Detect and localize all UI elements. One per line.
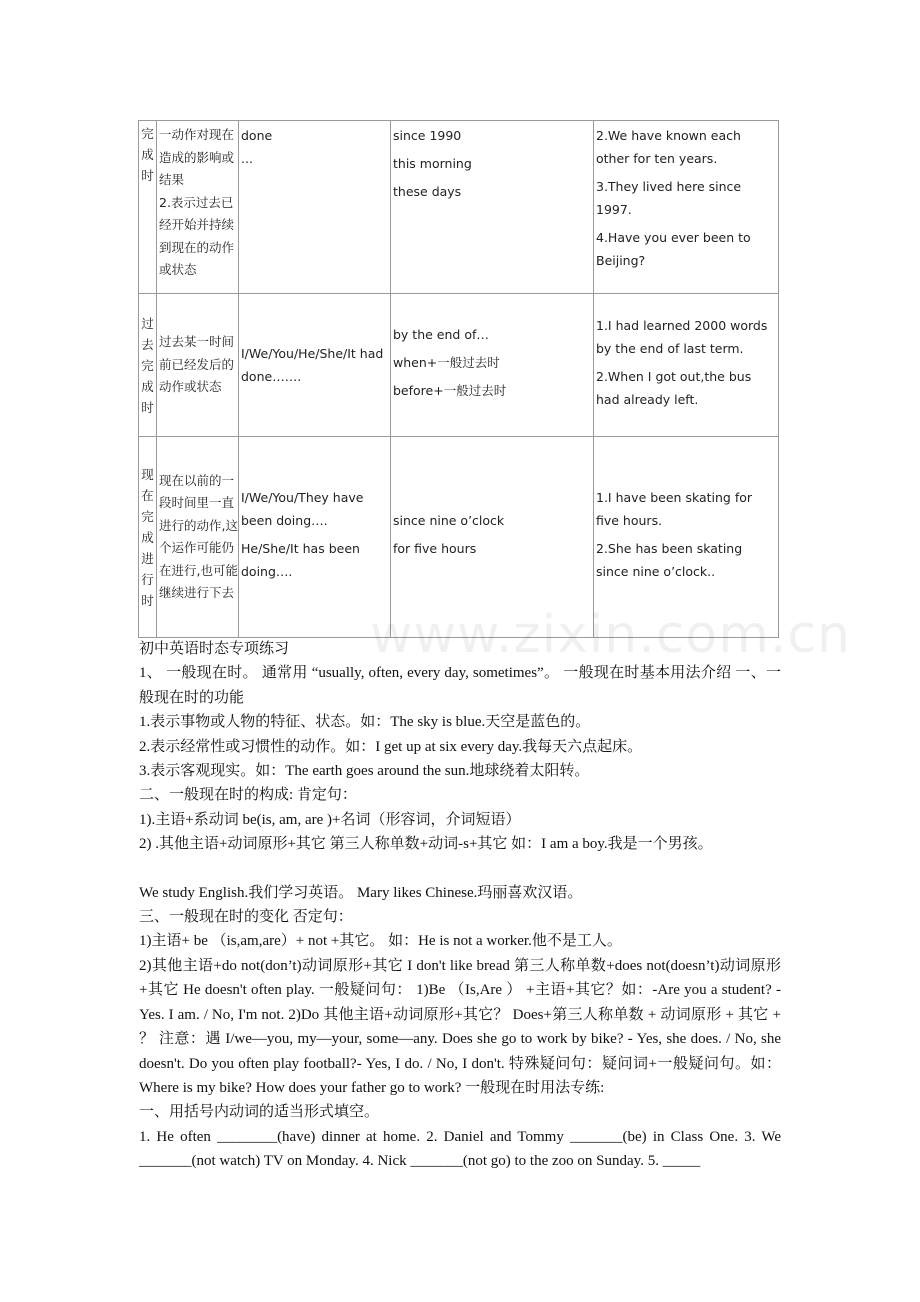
form-cell (239, 121, 391, 294)
adverbial-line: by the end of… (393, 327, 489, 342)
exercise-title: 一、用括号内动词的适当形式填空。 (139, 1104, 380, 1121)
exercise-items: 1. He often ________(have) dinner at home. 2. Daniel and Tommy _______(be) in Class One. 3. We _______(not watch) TV on Monday. 4. Nick _______(not go) to the zoo on Sunday. 5. _____ (139, 1128, 781, 1170)
form-line: I/We/You/He/She/It had done……. (241, 346, 384, 384)
adverbial-line: this morning (393, 156, 472, 171)
example-cell (594, 294, 779, 437)
example-cell (594, 121, 779, 294)
watermark: www.zixin.com.cn (370, 605, 851, 665)
example-line: 4.Have you ever been to Beijing? (596, 230, 751, 268)
adverbial-line: when+一般过去时 (393, 355, 500, 370)
example-line: 2.When I got out,the bus had already left. (596, 369, 752, 407)
example-line: 3.They lived here since 1997. (596, 179, 742, 217)
paragraph: 二、一般现在时的构成: 肯定句： (139, 787, 357, 804)
adverbial-line: these days (393, 184, 462, 199)
form-cell (239, 294, 391, 437)
adverbial-line: before+一般过去时 (393, 383, 507, 398)
paragraph: 1、 一般现在时。 通常用 “usually, often, every day, sometimes”。 一般现在时基本用法介绍 一、一般现在时的功能 (139, 665, 781, 706)
paragraph: 2) .其他主语+动词原形+其它 第三人称单数+动词-s+其它 如：I am a boy.我是一个男孩。 (139, 836, 713, 853)
adverbial-line: for five hours (393, 541, 477, 556)
paragraph: 三、一般现在时的变化 否定句： (139, 909, 353, 926)
example-line: 2.She has been skating since nine o’clock.. (596, 541, 743, 579)
paragraph: 2)其他主语+do not(don’t)动词原形+其它 I don't like bread 第三人称单数+does not(doesn’t)动词原形+其它 He doesn't often play. 一般疑问句： 1)Be （Is,Are ） +主语+其它？如：-Are you a student? -Yes. I am. / No, I'm not. 2)Do 其他主语+动词原形+其它？ Does+第三人称单数 + 动词原形 + 其它 + ？ 注意：遇 I/we—you, my—your, some—any. Does she go to work by bike? - Yes, she does. / No, she doesn't. Do you often play football?- Yes, I do. / No, I don't. 特殊疑问句：疑问词+一般疑问句。如：Where is my bike? How does your father go to work? 一般现在时用法专练: (139, 957, 781, 1096)
adverbial-line: since 1990 (393, 128, 462, 143)
form-line: ... (241, 151, 253, 166)
example-line: 2.We have known each other for ten years. (596, 128, 741, 166)
tense-name: 过去完成时 (139, 294, 157, 437)
table-row (139, 121, 779, 294)
usage-line: 2.表示过去已经开始并持续到现在的动作或状态 (159, 194, 235, 277)
form-line: I/We/You/They have been doing…. (241, 490, 364, 528)
tense-name: 完成时 (139, 121, 157, 294)
paragraph: 3.表示客观现实。如：The earth goes around the sun.地球绕着太阳转。 (139, 763, 590, 780)
adverbial-cell (391, 294, 594, 437)
usage-cell (157, 294, 239, 437)
adverbial-cell (391, 121, 594, 294)
usage-cell (157, 121, 239, 294)
document-body (139, 637, 781, 1174)
blank-line (139, 857, 781, 881)
paragraph: We study English.我们学习英语。 Mary likes Chinese.玛丽喜欢汉语。 (139, 884, 583, 901)
tense-table (138, 120, 779, 638)
usage-line: 过去某一时间前已经发后的动作或状态 (159, 334, 235, 395)
form-cell (239, 437, 391, 638)
usage-line: 一动作对现在造成的影响或结果 (159, 127, 235, 187)
paragraph: 1)主语+ be （is,am,are）+ not +其它。 如：He is not a worker.他不是工人。 (139, 933, 622, 950)
adverbial-line: since nine o’clock (393, 513, 505, 528)
usage-cell (157, 437, 239, 638)
usage-line: 现在以前的一段时间里一直进行的动作,这个运作可能仍在进行,也可能继续进行下去 (159, 472, 238, 600)
example-line: 1.I had learned 2000 words by the end of last term. (596, 318, 768, 356)
example-line: 1.I have been skating for five hours. (596, 490, 753, 528)
table-row (139, 294, 779, 437)
tense-name: 现在完成进行时 (139, 437, 157, 638)
form-line: done (241, 128, 273, 143)
paragraph: 2.表示经常性或习惯性的动作。如：I get up at six every day.我每天六点起床。 (139, 738, 643, 755)
section-title: 初中英语时态专项练习 (139, 641, 290, 657)
paragraph: 1).主语+系动词 be(is, am, are )+名词（形容词，介词短语） (139, 811, 521, 828)
form-line: He/She/It has been doing…. (241, 541, 360, 579)
paragraph: 1.表示事物或人物的特征、状态。如：The sky is blue.天空是蓝色的。 (139, 714, 591, 731)
